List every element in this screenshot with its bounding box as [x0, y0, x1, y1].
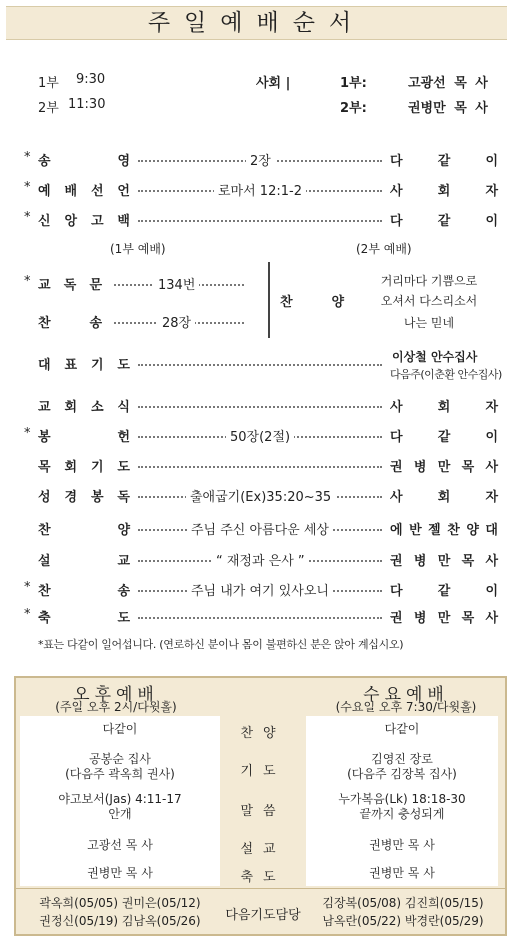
order-bottom-1-row [0, 426, 515, 446]
wednesday-duty-line-1: 김장복(05/08) 김진희(05/15) [322, 896, 484, 910]
order-bottom-6-leader-char-0: 다 [390, 584, 403, 599]
star-mark: * [24, 180, 31, 195]
order-bottom-3-leader-char-1: 회 [437, 490, 451, 505]
wednesday-title: 수요예배 [363, 685, 449, 705]
order-top-1-leader [390, 180, 498, 199]
service-1-label: 1부 [38, 76, 59, 91]
order-bottom-4-leader-char-2: 젤 [428, 523, 441, 538]
split-row-0-label-char-0: 교 [38, 278, 51, 293]
order-bottom-6-label-char-0: 찬 [38, 584, 51, 599]
order-bottom-2-label-char-0: 목 [38, 460, 51, 475]
order-bottom-5-row [0, 550, 515, 570]
order-top-1-label [38, 180, 130, 199]
order-bottom-2-leader-char-2: 만 [437, 460, 451, 475]
order-bottom-3-leader [390, 486, 498, 505]
leader-dots [138, 364, 382, 366]
wednesday-sub: (수요일 오후 7:30/다윗홀) [335, 700, 477, 714]
order-bottom-3-label-char-1: 경 [64, 490, 78, 505]
order-bottom-7-label-char-0: 축 [38, 611, 51, 626]
order-top-1-leader-char-0: 사 [390, 184, 403, 199]
order-bottom-2-leader-char-1: 병 [413, 460, 427, 475]
order-bottom-1-leader [390, 426, 498, 445]
order-top-0-label [38, 150, 130, 169]
order-bottom-5-leader-char-1: 병 [413, 554, 427, 569]
sub-header-second: (2부 예배) [356, 242, 412, 256]
order-bottom-4-leader-char-0: 에 [390, 523, 403, 538]
afternoon-sub: (주일 오후 2시/다윗홀) [55, 700, 177, 714]
afternoon-duty-line-2: 권정신(05/19) 김남옥(05/26) [39, 914, 201, 928]
order-bottom-7-row [0, 607, 515, 627]
order-bottom-2-leader-char-3: 목 [461, 460, 475, 475]
presider-name-2: 권병만 목 사 [408, 101, 488, 116]
order-bottom-1-label [38, 426, 130, 445]
order-bottom-7-label [38, 607, 130, 626]
table-row-1-label: 기도 [240, 764, 286, 779]
order-bottom-0-label-char-3: 식 [117, 400, 130, 415]
order-bottom-1-leader-char-0: 다 [390, 430, 403, 445]
presider-part-2: 2부: [340, 101, 367, 116]
table-divider [16, 888, 505, 889]
order-bottom-4-leader-char-4: 양 [466, 523, 479, 538]
choir-line-3: 나는 믿네 [403, 316, 455, 330]
order-bottom-7-leader-char-1: 병 [413, 611, 427, 626]
leader-dots [138, 220, 382, 222]
order-bottom-4-label-char-0: 찬 [38, 523, 51, 538]
order-top-0-leader-char-1: 같 [437, 154, 451, 169]
rep-prayer-label-char-3: 도 [117, 358, 130, 373]
afternoon-duty [20, 894, 220, 930]
order-top-1-label-char-2: 선 [90, 184, 104, 199]
order-bottom-7-leader-char-0: 권 [390, 611, 403, 626]
order-top-2-leader-char-1: 같 [437, 214, 451, 229]
wednesday-row-4-line-0: 권병만 목 사 [369, 866, 435, 880]
wednesday-row-4 [306, 866, 498, 881]
order-top-0-label-char-1: 영 [117, 154, 130, 169]
order-bottom-7-leader [390, 607, 498, 626]
order-bottom-4-leader [390, 519, 498, 538]
star-mark: * [24, 607, 31, 622]
rep-prayer-label-char-0: 대 [38, 358, 51, 373]
order-bottom-2-leader [390, 456, 498, 475]
afternoon-row-4 [20, 866, 220, 881]
order-bottom-6-label-char-1: 송 [117, 584, 130, 599]
order-bottom-4-detail: 주님 주신 아름다운 세상 [187, 519, 333, 538]
order-bottom-3-leader-char-0: 사 [390, 490, 403, 505]
wednesday-duty-line-2: 남옥란(05/22) 박경란(05/29) [322, 914, 484, 928]
order-bottom-2-leader-char-4: 사 [485, 460, 498, 475]
star-mark: * [24, 210, 31, 225]
order-bottom-4-row [0, 519, 515, 539]
order-bottom-4-label [38, 519, 130, 538]
order-top-2-label-char-0: 신 [38, 214, 51, 229]
choir-line-1: 거리마다 기쁨으로 [380, 274, 478, 288]
afternoon-row-0 [20, 722, 220, 737]
order-top-1-row [0, 180, 515, 200]
order-top-2-leader-char-2: 이 [485, 214, 498, 229]
service-2-label: 2부 [38, 101, 59, 116]
wednesday-row-2-line-0: 누가복음(Lk) 18:18-30 [338, 792, 466, 806]
split-row-1-label [38, 312, 102, 331]
order-bottom-1-label-char-1: 헌 [117, 430, 130, 445]
afternoon-row-3 [20, 838, 220, 853]
order-top-1-detail: 로마서 12:1-2 [214, 180, 306, 199]
order-bottom-7-leader-char-3: 목 [461, 611, 475, 626]
table-row-0-label: 찬양 [240, 726, 286, 741]
split-row-1-label-char-0: 찬 [38, 316, 51, 331]
split-row-0-label-char-2: 문 [89, 278, 102, 293]
afternoon-title: 오후예배 [73, 685, 159, 705]
footnote: *표는 다같이 일어섭니다. (연로하신 분이나 몸이 불편하신 분은 앉아 계십시오) [38, 638, 404, 651]
order-bottom-4-leader-char-1: 반 [409, 523, 422, 538]
wednesday-row-0-line-0: 다같이 [384, 722, 420, 736]
service-1-time: 9:30 [76, 72, 106, 87]
afternoon-row-1-line-0: 공봉순 집사 [89, 752, 151, 766]
order-top-2-leader [390, 210, 498, 229]
order-bottom-1-detail: 50장(2절) [226, 426, 294, 445]
star-mark: * [24, 274, 31, 289]
order-bottom-5-leader-char-3: 목 [461, 554, 475, 569]
order-bottom-6-label [38, 580, 130, 599]
leader-dots [138, 617, 382, 619]
table-row-4-label: 축도 [240, 870, 286, 885]
wednesday-row-2-line-1: 끝까지 충성되게 [359, 807, 445, 821]
order-bottom-2-leader-char-0: 권 [390, 460, 403, 475]
order-bottom-4-label-char-1: 양 [117, 523, 130, 538]
wednesday-row-1-line-1: (다음주 김장복 집사) [347, 767, 457, 781]
afternoon-row-2-line-1: 안개 [108, 807, 132, 821]
choir-label [280, 291, 344, 310]
afternoon-row-1-line-1: (다음주 곽옥희 권사) [65, 767, 175, 781]
order-bottom-0-label [38, 396, 130, 415]
order-bottom-5-leader-char-4: 사 [485, 554, 498, 569]
afternoon-duty-line-1: 곽옥희(05/05) 권미은(05/12) [39, 896, 201, 910]
order-top-0-leader-char-2: 이 [485, 154, 498, 169]
order-bottom-7-leader-char-4: 사 [485, 611, 498, 626]
sub-header-first: (1부 예배) [110, 242, 166, 256]
order-bottom-0-leader [390, 396, 498, 415]
order-top-2-label-char-1: 앙 [64, 214, 78, 229]
star-mark: * [24, 426, 31, 441]
wednesday-row-3-line-0: 권병만 목 사 [369, 838, 435, 852]
order-top-1-label-char-1: 배 [64, 184, 78, 199]
order-top-0-row [0, 150, 515, 170]
afternoon-row-2-line-0: 야고보서(Jas) 4:11-17 [58, 792, 182, 806]
order-bottom-4-leader-char-5: 대 [485, 523, 498, 538]
order-bottom-4-leader-char-3: 찬 [447, 523, 460, 538]
order-bottom-5-detail: “ 재정과 은사 ” [212, 550, 309, 569]
order-bottom-6-detail: 주님 내가 여기 있사오니 [187, 580, 333, 599]
rep-prayer-label-char-1: 표 [64, 358, 78, 373]
order-bottom-0-label-char-1: 회 [64, 400, 78, 415]
choir-line-2: 오셔서 다스리소서 [380, 294, 478, 308]
order-bottom-2-label-char-2: 기 [90, 460, 104, 475]
split-row-1-detail: 28장 [158, 312, 195, 331]
order-bottom-5-leader-char-0: 권 [390, 554, 403, 569]
afternoon-row-0-line-0: 다같이 [102, 722, 138, 736]
order-bottom-1-leader-char-1: 같 [437, 430, 451, 445]
leader-dots [138, 466, 382, 468]
order-bottom-6-leader-char-2: 이 [485, 584, 498, 599]
order-bottom-6-row [0, 580, 515, 600]
order-bottom-0-leader-char-0: 사 [390, 400, 403, 415]
star-mark: * [24, 150, 31, 165]
order-bottom-6-leader-char-1: 같 [437, 584, 451, 599]
wednesday-row-0 [306, 722, 498, 737]
order-top-0-leader-char-0: 다 [390, 154, 403, 169]
order-top-2-label-char-2: 고 [90, 214, 104, 229]
order-top-1-leader-char-1: 회 [437, 184, 451, 199]
afternoon-row-4-line-0: 권병만 목 사 [87, 866, 153, 880]
rep-prayer-label-char-2: 기 [90, 358, 104, 373]
order-top-1-label-char-0: 예 [38, 184, 51, 199]
order-bottom-5-label-char-1: 교 [117, 554, 130, 569]
order-top-1-leader-char-2: 자 [485, 184, 498, 199]
leader-dots [138, 406, 382, 408]
presider-part-1: 1부: [340, 76, 367, 91]
order-bottom-1-leader-char-2: 이 [485, 430, 498, 445]
table-row-3-label: 설교 [240, 842, 286, 857]
split-row-1 [0, 312, 260, 332]
order-top-2-label [38, 210, 130, 229]
wednesday-duty [306, 894, 500, 930]
service-2-time: 11:30 [68, 97, 106, 112]
split-row-0-label-char-1: 독 [63, 278, 77, 293]
order-top-2-label-char-3: 백 [117, 214, 130, 229]
order-top-0-leader [390, 150, 498, 169]
order-bottom-3-label [38, 486, 130, 505]
choir-label-char-1: 양 [331, 295, 344, 310]
split-row-0 [0, 274, 260, 294]
order-bottom-5-label [38, 550, 130, 569]
order-bottom-3-label-char-2: 봉 [90, 490, 104, 505]
order-bottom-0-row [0, 396, 515, 416]
afternoon-row-2 [20, 792, 220, 822]
wednesday-row-1-line-0: 김영진 장로 [371, 752, 433, 766]
wednesday-row-1 [306, 752, 498, 782]
prayer-duty-label: 다음기도담당 [225, 908, 301, 923]
order-bottom-7-label-char-1: 도 [117, 611, 130, 626]
split-divider [268, 262, 270, 338]
weekday-services-table [14, 676, 507, 936]
order-bottom-6-leader [390, 580, 498, 599]
presider-label: 사회 | [256, 76, 291, 91]
order-top-1-label-char-3: 언 [117, 184, 130, 199]
split-row-0-detail: 134번 [154, 274, 199, 293]
order-top-2-leader-char-0: 다 [390, 214, 403, 229]
order-top-0-label-char-0: 송 [38, 154, 51, 169]
order-top-0-detail: 2장 [246, 150, 275, 169]
table-row-2-label: 말씀 [240, 804, 286, 819]
order-bottom-5-leader-char-2: 만 [437, 554, 451, 569]
rep-prayer-label [38, 354, 130, 373]
order-bottom-3-leader-char-2: 자 [485, 490, 498, 505]
choir-label-char-0: 찬 [280, 295, 293, 310]
afternoon-row-3-line-0: 고광선 목 사 [87, 838, 153, 852]
order-bottom-0-label-char-0: 교 [38, 400, 51, 415]
presider-name-1: 고광선 목 사 [408, 76, 488, 91]
order-bottom-3-label-char-0: 성 [38, 490, 51, 505]
order-bottom-2-label-char-3: 도 [117, 460, 130, 475]
order-bottom-2-row [0, 456, 515, 476]
order-bottom-3-label-char-3: 독 [117, 490, 130, 505]
afternoon-row-1 [20, 752, 220, 782]
split-row-0-label [38, 274, 102, 293]
order-bottom-3-detail: 출애굽기(Ex)35:20~35 [186, 486, 335, 505]
order-bottom-0-leader-char-1: 회 [437, 400, 451, 415]
wednesday-row-2 [306, 792, 498, 822]
rep-prayer-name: 이상철 안수집사 [392, 350, 478, 364]
order-bottom-2-label-char-1: 회 [64, 460, 78, 475]
page-title: 주일예배순서 [6, 6, 507, 40]
order-top-2-row [0, 210, 515, 230]
order-bottom-3-row [0, 486, 515, 506]
split-row-1-label-char-1: 송 [89, 316, 102, 331]
order-bottom-1-label-char-0: 봉 [38, 430, 51, 445]
order-bottom-0-label-char-2: 소 [90, 400, 104, 415]
wednesday-row-3 [306, 838, 498, 853]
order-bottom-5-leader [390, 550, 498, 569]
star-mark: * [24, 580, 31, 595]
order-bottom-0-leader-char-2: 자 [485, 400, 498, 415]
order-bottom-5-label-char-0: 설 [38, 554, 51, 569]
order-bottom-7-leader-char-2: 만 [437, 611, 451, 626]
order-bottom-2-label [38, 456, 130, 475]
rep-prayer-next: 다음주(이춘환 안수집사) [390, 368, 502, 381]
